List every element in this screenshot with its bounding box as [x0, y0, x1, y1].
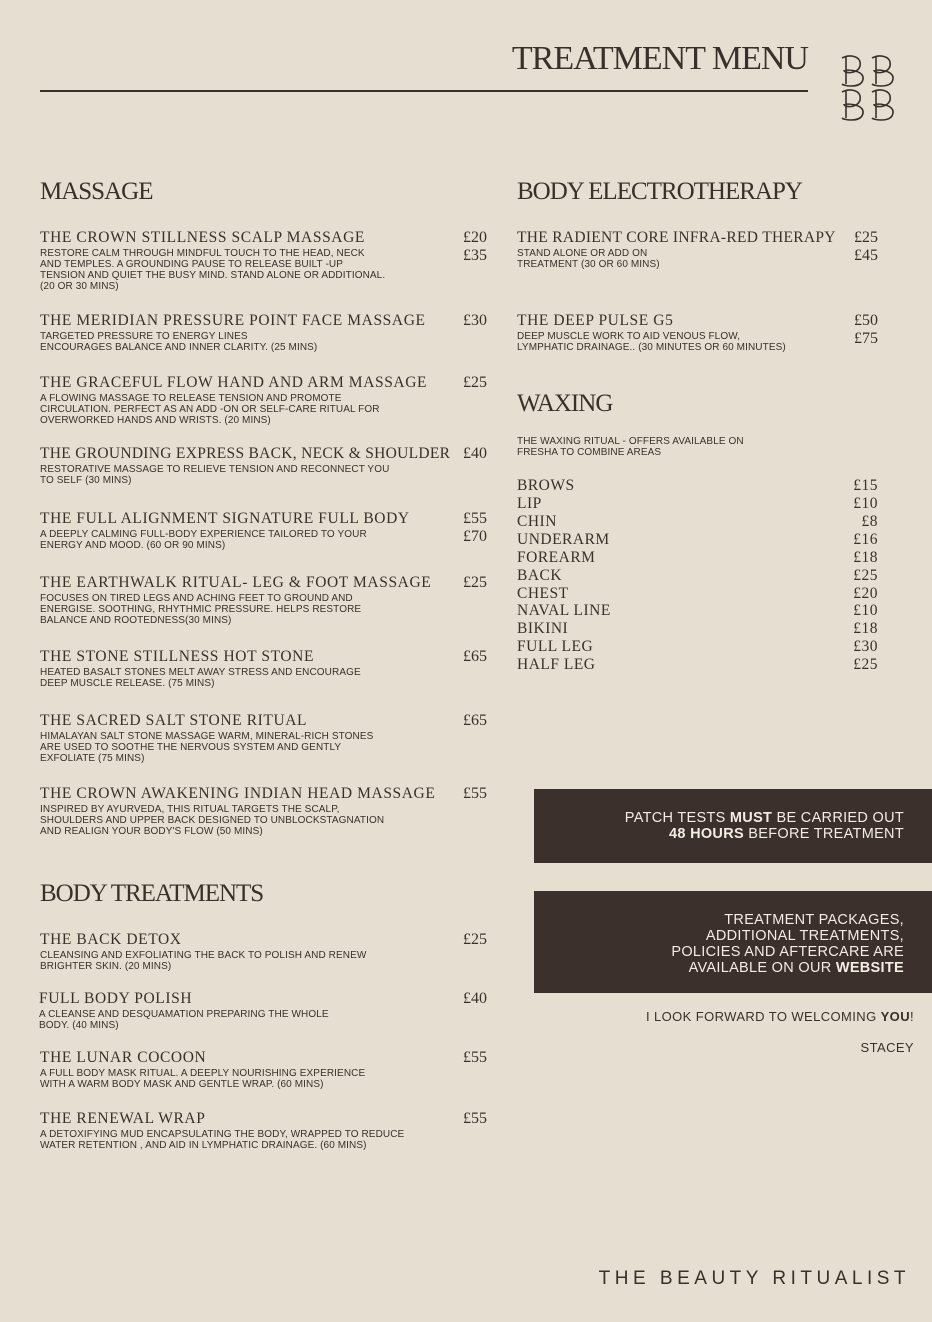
- section-heading-massage: MASSAGE: [40, 178, 153, 205]
- page-title: TREATMENT MENU: [511, 40, 808, 77]
- item-name: THE CROWN AWAKENING INDIAN HEAD MASSAGE: [40, 785, 436, 802]
- patch-test-notice: PATCH TESTS MUST BE CARRIED OUT 48 HOURS BEFORE TREATMENT: [534, 789, 932, 863]
- item-name: THE STONE STILLNESS HOT STONE: [40, 648, 315, 665]
- item-price: £55: [463, 1049, 487, 1066]
- wax-row: BACK £25: [517, 567, 878, 584]
- menu-item: [517, 312, 878, 357]
- item-price: £65: [463, 648, 487, 665]
- wax-row: BIKINI £18: [517, 620, 878, 637]
- item-price: £25 £45: [854, 229, 878, 264]
- item-description: A DETOXIFYING MUD ENCAPSULATING THE BODY, WRAPPED TO REDUCE WATER RETENTION , AND AID IN LYMPHATIC DRAINAGE. (60 MINS): [40, 1129, 405, 1151]
- item-name: THE MERIDIAN PRESSURE POINT FACE MASSAGE: [40, 312, 426, 329]
- item-name: THE BACK DETOX: [40, 931, 182, 948]
- website-link[interactable]: WEBSITE: [835, 960, 904, 976]
- wax-row: FOREARM £18: [517, 549, 878, 566]
- menu-item: [40, 229, 487, 299]
- item-price: £55: [463, 785, 487, 802]
- menu-item: [517, 229, 878, 274]
- item-description: A FULL BODY MASK RITUAL. A DEEPLY NOURISHING EXPERIENCE WITH A WARM BODY MASK AND GENTLE WRAP. (60 MINS): [40, 1068, 366, 1090]
- item-name: THE RENEWAL WRAP: [40, 1110, 206, 1127]
- header-rule: [40, 90, 808, 92]
- item-name: THE DEEP PULSE G5: [517, 312, 674, 329]
- menu-item: [40, 712, 487, 767]
- item-price: £25: [463, 574, 487, 591]
- item-price: £25: [463, 374, 487, 391]
- welcome-text: I LOOK FORWARD TO WELCOMING YOU!: [645, 1009, 914, 1024]
- item-name: THE EARTHWALK RITUAL- LEG & FOOT MASSAGE: [40, 574, 432, 591]
- item-name: THE GROUNDING EXPRESS BACK, NECK & SHOULDER: [40, 445, 451, 462]
- item-price: £20 £35: [463, 229, 487, 264]
- brand-footer: THE BEAUTY RITUALIST: [598, 1268, 910, 1289]
- item-price: £65: [463, 712, 487, 729]
- item-name: THE FULL ALIGNMENT SIGNATURE FULL BODY: [40, 510, 410, 527]
- item-description: INSPIRED BY AYURVEDA, THIS RITUAL TARGETS THE SCALP, SHOULDERS AND UPPER BACK DESIGNED TO UNBLOCKSTAGNATION AND REALIGN YOUR BODY'S FLOW (50 MINS): [40, 804, 385, 837]
- item-description: HIMALAYAN SALT STONE MASSAGE WARM, MINERAL-RICH STONES ARE USED TO SOOTHE THE NERVOUS SYSTEM AND GENTLY EXFOLIATE (75 MINS): [40, 731, 374, 764]
- menu-item: [40, 785, 487, 840]
- menu-item: [40, 1049, 487, 1094]
- waxing-intro: THE WAXING RITUAL - OFFERS AVAILABLE ON FRESHA TO COMBINE AREAS: [517, 436, 744, 458]
- menu-item: [39, 990, 487, 1035]
- item-price: £55: [463, 1110, 487, 1127]
- item-description: RESTORE CALM THROUGH MINDFUL TOUCH TO THE HEAD, NECK AND TEMPLES. A GROUNDING PAUSE TO RELEASE BUILT -UP TENSION AND QUIET THE BUSY MIND. STAND ALONE OR ADDITIONAL. (20 OR 30 MINS): [40, 248, 386, 292]
- item-price: £25: [463, 931, 487, 948]
- item-price: £30: [463, 312, 487, 329]
- item-name: THE GRACEFUL FLOW HAND AND ARM MASSAGE: [40, 374, 428, 391]
- item-price: £55 £70: [463, 510, 487, 545]
- item-price: £40: [463, 445, 487, 462]
- item-price: £40: [463, 990, 487, 1007]
- menu-item: [40, 510, 487, 555]
- item-description: A CLEANSE AND DESQUAMATION PREPARING THE WHOLE BODY. (40 MINS): [39, 1009, 329, 1031]
- item-description: TARGETED PRESSURE TO ENERGY LINES ENCOURAGES BALANCE AND INNER CLARITY. (25 MINS): [40, 331, 318, 353]
- item-name: THE CROWN STILLNESS SCALP MASSAGE: [40, 229, 365, 246]
- menu-item: [40, 574, 487, 629]
- item-price: £50 £75: [854, 312, 878, 347]
- wax-row: LIP £10: [517, 495, 878, 512]
- item-description: A DEEPLY CALMING FULL-BODY EXPERIENCE TAILORED TO YOUR ENERGY AND MOOD. (60 OR 90 MINS): [40, 529, 367, 551]
- item-description: FOCUSES ON TIRED LEGS AND ACHING FEET TO GROUND AND ENERGISE. SOOTHING, RHYTHMIC PRESSURE. HELPS RESTORE BALANCE AND ROOTEDNESS(30 MINS): [40, 593, 362, 626]
- packages-notice: TREATMENT PACKAGES, ADDITIONAL TREATMENTS, POLICIES AND AFTERCARE ARE AVAILABLE ON OUR WEBSITE: [534, 891, 932, 993]
- wax-row: NAVAL LINE £10: [517, 602, 878, 619]
- item-name: FULL BODY POLISH: [39, 990, 193, 1007]
- item-description: STAND ALONE OR ADD ON TREATMENT (30 OR 60 MINS): [517, 248, 660, 270]
- wax-row: CHEST £20: [517, 585, 878, 602]
- item-description: RESTORATIVE MASSAGE TO RELIEVE TENSION AND RECONNECT YOU TO SELF (30 MINS): [40, 464, 390, 486]
- item-name: THE RADIENT CORE INFRA-RED THERAPY: [517, 229, 836, 246]
- wax-row: CHIN £8: [517, 513, 878, 530]
- wax-row: UNDERARM £16: [517, 531, 878, 548]
- item-name: THE SACRED SALT STONE RITUAL: [40, 712, 308, 729]
- wax-row: FULL LEG £30: [517, 638, 878, 655]
- item-description: DEEP MUSCLE WORK TO AID VENOUS FLOW, LYMPHATIC DRAINAGE.. (30 MINUTES OR 60 MINUTES): [517, 331, 786, 353]
- menu-item: [40, 312, 487, 357]
- menu-item: [40, 1110, 487, 1155]
- item-description: HEATED BASALT STONES MELT AWAY STRESS AND ENCOURAGE DEEP MUSCLE RELEASE. (75 MINS): [40, 667, 361, 689]
- menu-item: [40, 445, 487, 490]
- signature: STACEY: [860, 1040, 914, 1055]
- section-heading-waxing: WAXING: [517, 390, 613, 417]
- menu-item: [40, 374, 487, 429]
- menu-item: [40, 648, 487, 693]
- section-heading-electrotherapy: BODY ELECTROTHERAPY: [517, 178, 802, 205]
- monogram-logo: [836, 52, 900, 124]
- item-description: A FLOWING MASSAGE TO RELEASE TENSION AND PROMOTE CIRCULATION. PERFECT AS AN ADD -ON OR SELF-CARE RITUAL FOR OVERWORKED HANDS AND WRISTS. (20 MINS): [40, 393, 380, 426]
- item-description: CLEANSING AND EXFOLIATING THE BACK TO POLISH AND RENEW BRIGHTER SKIN. (20 MINS): [40, 950, 367, 972]
- wax-row: HALF LEG £25: [517, 656, 878, 673]
- section-heading-body-treatments: BODY TREATMENTS: [40, 880, 264, 907]
- menu-item: [40, 931, 487, 976]
- item-name: THE LUNAR COCOON: [40, 1049, 207, 1066]
- wax-row: BROWS £15: [517, 477, 878, 494]
